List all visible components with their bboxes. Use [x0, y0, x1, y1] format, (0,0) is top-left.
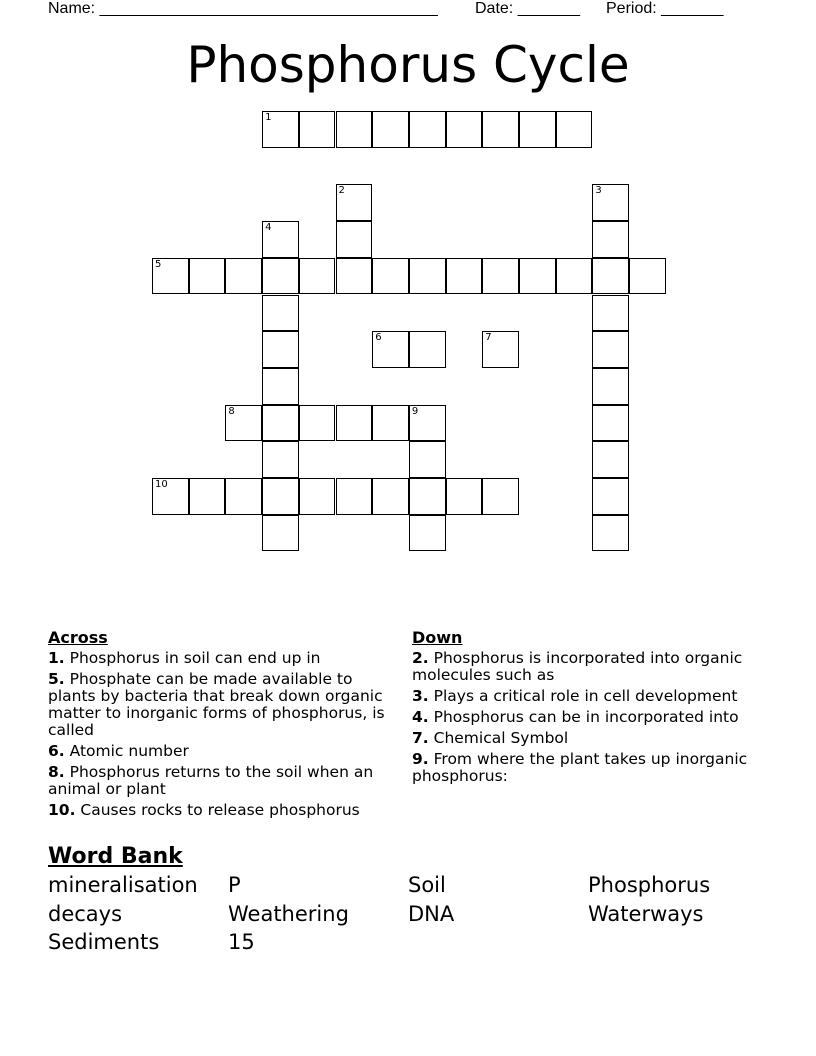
date-field[interactable]: Date: _______ [475, 0, 580, 17]
crossword-cell[interactable] [409, 441, 446, 478]
clue-number: 4 [265, 222, 272, 234]
crossword-cell[interactable] [372, 258, 409, 295]
crossword-cell[interactable] [299, 478, 336, 515]
crossword-cell[interactable] [482, 258, 519, 295]
crossword-cell[interactable] [372, 405, 409, 442]
crossword-cell[interactable] [446, 478, 483, 515]
name-field[interactable]: Name: ______________________________________ [48, 0, 438, 17]
crossword-cell[interactable] [592, 441, 629, 478]
crossword-cell[interactable] [409, 405, 446, 442]
word-bank-item: 15 [228, 930, 255, 954]
crossword-cell[interactable] [262, 221, 299, 258]
crossword-cell[interactable] [262, 478, 299, 515]
crossword-cell[interactable] [556, 111, 593, 148]
word-bank-item: Phosphorus [588, 873, 711, 897]
crossword-cell[interactable] [336, 184, 373, 221]
crossword-cell[interactable] [262, 441, 299, 478]
crossword-cell[interactable] [629, 258, 666, 295]
crossword-cell[interactable] [409, 478, 446, 515]
crossword-cell[interactable] [482, 111, 519, 148]
crossword-cell[interactable] [556, 258, 593, 295]
crossword-cell[interactable] [262, 295, 299, 332]
period-field[interactable]: Period: _______ [606, 0, 724, 17]
clue-down-3: 3. Plays a critical role in cell development [412, 687, 738, 705]
word-bank-item: P [228, 873, 241, 897]
crossword-cell[interactable] [299, 258, 336, 295]
crossword-cell[interactable] [336, 478, 373, 515]
crossword-cell[interactable] [409, 258, 446, 295]
down-clues [412, 628, 762, 789]
word-bank-item: Sediments [48, 930, 160, 954]
crossword-cell[interactable] [409, 111, 446, 148]
clue-down-4: 4. Phosphorus can be in incorporated into [412, 708, 739, 726]
crossword-cell[interactable] [262, 515, 299, 552]
clue-number: 3 [595, 185, 602, 197]
word-bank-item: Weathering [228, 902, 349, 926]
crossword-cell[interactable] [592, 295, 629, 332]
word-bank-item: mineralisation [48, 873, 198, 897]
crossword-cell[interactable] [225, 405, 262, 442]
crossword-cell[interactable] [336, 405, 373, 442]
crossword-cell[interactable] [372, 331, 409, 368]
word-bank-item: DNA [408, 902, 455, 926]
crossword-cell[interactable] [592, 258, 629, 295]
clue-down-7: 7. Chemical Symbol [412, 729, 569, 747]
crossword-cell[interactable] [372, 111, 409, 148]
crossword-cell[interactable] [482, 331, 519, 368]
page-title: Phosphorus Cycle [186, 36, 630, 94]
clue-down-2: 2. Phosphorus is incorporated into organic molecules such as [412, 649, 743, 684]
crossword-cell[interactable] [482, 478, 519, 515]
crossword-cell[interactable] [225, 478, 262, 515]
clue-number: 8 [228, 405, 235, 417]
clue-number: 1 [265, 112, 272, 123]
across-clues [48, 628, 398, 823]
crossword-cell[interactable] [262, 331, 299, 368]
word-bank-title: Word Bank [48, 844, 183, 869]
crossword-cell[interactable] [262, 368, 299, 405]
crossword-cell[interactable] [336, 221, 373, 258]
clue-across-1: 1. Phosphorus in soil can end up in [48, 649, 321, 667]
clue-number: 7 [485, 332, 492, 344]
clue-across-6: 6. Atomic number [48, 742, 189, 760]
crossword-cell[interactable] [262, 258, 299, 295]
crossword-cell[interactable] [592, 331, 629, 368]
crossword-cell[interactable] [152, 258, 189, 295]
crossword-cell[interactable] [592, 184, 629, 221]
crossword-cell[interactable] [519, 258, 556, 295]
clue-number: 6 [375, 332, 382, 344]
crossword-cell[interactable] [592, 368, 629, 405]
crossword-cell[interactable] [189, 478, 226, 515]
down-heading: Down [412, 628, 463, 647]
clue-number: 10 [155, 479, 168, 490]
crossword-cell[interactable] [336, 111, 373, 148]
word-bank-item: decays [48, 902, 123, 926]
clue-across-10: 10. Causes rocks to release phosphorus [48, 801, 360, 819]
across-heading: Across [48, 628, 108, 647]
word-bank-item: Soil [408, 873, 446, 897]
crossword-cell[interactable] [592, 478, 629, 515]
crossword-cell[interactable] [336, 258, 373, 295]
crossword-cell[interactable] [409, 515, 446, 552]
crossword-cell[interactable] [262, 405, 299, 442]
crossword-cell[interactable] [592, 221, 629, 258]
crossword-cell[interactable] [262, 111, 299, 148]
crossword-cell[interactable] [299, 405, 336, 442]
word-bank-item: Waterways [588, 902, 704, 926]
crossword-cell[interactable] [519, 111, 556, 148]
crossword-cell[interactable] [409, 331, 446, 368]
clue-across-8: 8. Phosphorus returns to the soil when an animal or plant [48, 763, 374, 798]
crossword-cell[interactable] [592, 405, 629, 442]
crossword-cell[interactable] [152, 478, 189, 515]
crossword-cell[interactable] [299, 111, 336, 148]
clue-across-5: 5. Phosphate can be made available to plants by bacteria that break down organic matter to inorganic forms of phosphorus, is called [48, 670, 385, 739]
clue-down-9: 9. From where the plant takes up inorganic phosphorus: [412, 750, 748, 785]
crossword-cell[interactable] [225, 258, 262, 295]
clue-number: 2 [338, 185, 345, 197]
crossword-cell[interactable] [446, 111, 483, 148]
clue-number: 9 [411, 405, 419, 417]
crossword-cell[interactable] [592, 515, 629, 552]
crossword-cell[interactable] [372, 478, 409, 515]
crossword-cell[interactable] [189, 258, 226, 295]
word-bank [48, 843, 768, 954]
crossword-cell[interactable] [446, 258, 483, 295]
clue-number: 5 [155, 258, 162, 270]
